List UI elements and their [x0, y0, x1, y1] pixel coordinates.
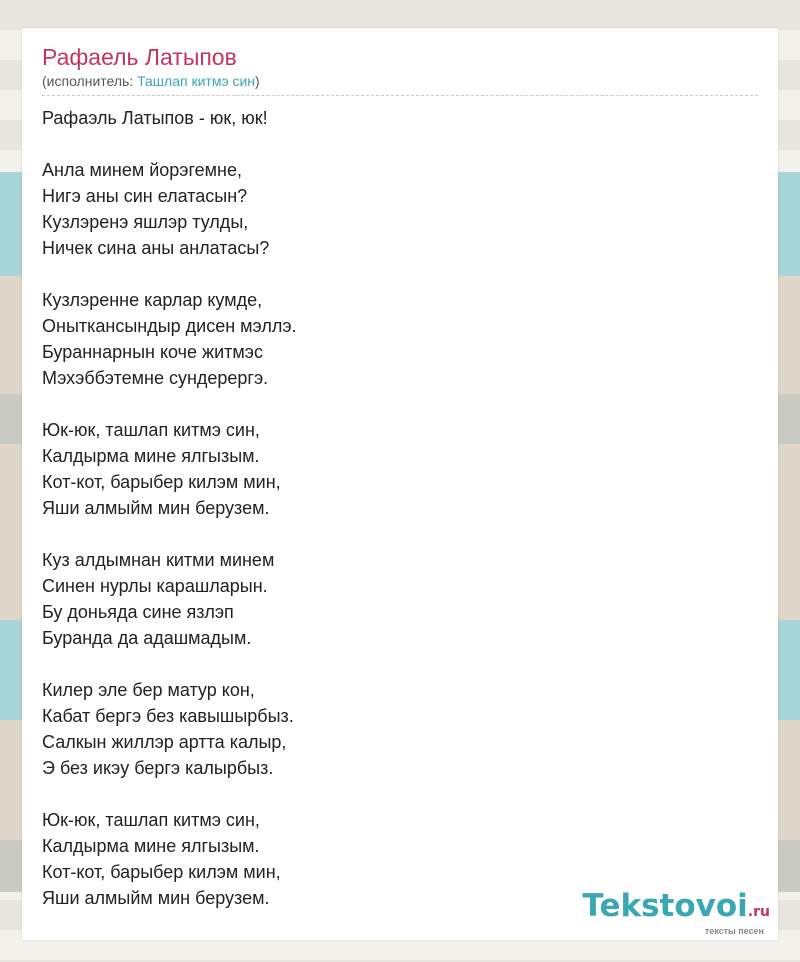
logo-wordmark	[582, 890, 770, 928]
lyric-line: Яши алмыйм мин берузем.	[42, 888, 270, 908]
lyric-line: Бу доньяда сине язлэп	[42, 602, 234, 622]
lyric-line: Э без икэу бергэ калырбыз.	[42, 758, 274, 778]
divider	[42, 95, 758, 96]
stanzas	[42, 157, 758, 911]
lyric-line: Анла минем йорэгемне,	[42, 160, 242, 180]
lyrics-card	[22, 28, 778, 940]
lyric-line: Бураннарнын коче житмэс	[42, 342, 263, 362]
stanza-gap	[42, 781, 758, 807]
lyrics-body	[42, 105, 758, 911]
lyric-line: Юк-юк, ташлап китмэ син,	[42, 810, 260, 830]
lyric-line: Юк-юк, ташлап китмэ син,	[42, 420, 260, 440]
lyric-line: Куз алдымнан китми минем	[42, 550, 275, 570]
logo-tagline: тексты песен	[704, 926, 764, 936]
stanza-gap	[42, 261, 758, 287]
lyric-line: Калдырма мине ялгызым.	[42, 446, 260, 466]
stanza-gap	[42, 521, 758, 547]
song-title: Рафаель Латыпов	[42, 44, 237, 70]
lyric-line: Мэхэббэтемне сундерергэ.	[42, 368, 269, 388]
artist-prefix: (исполнитель:	[42, 73, 138, 89]
lyric-line: Оныткансындыр дисен мэллэ.	[42, 316, 297, 336]
lyric-line: Салкын жиллэр артта калыр,	[42, 732, 287, 752]
stanza-gap	[42, 651, 758, 677]
logo-tld: .ru	[747, 904, 770, 920]
lyric-line: Кот-кот, барыбер килэм мин,	[42, 862, 281, 882]
lyric-line: Кузлэренэ яшлэр тулды,	[42, 212, 249, 232]
lyric-line: Кузлэренне карлар кумде,	[42, 290, 263, 310]
lyric-line: Килер эле бер матур кон,	[42, 680, 255, 700]
lyric-line: Кот-кот, барыбер килэм мин,	[42, 472, 281, 492]
artist-suffix: )	[255, 73, 260, 89]
artist-line	[42, 73, 260, 89]
site-logo[interactable]	[582, 890, 770, 936]
stanza-gap	[42, 391, 758, 417]
lyric-line: Калдырма мине ялгызым.	[42, 836, 260, 856]
lyric-line: Ничек сина аны анлатасы?	[42, 238, 270, 258]
stanza-gap	[42, 131, 758, 157]
lyric-line: Синен нурлы карашларын.	[42, 576, 268, 596]
artist-link[interactable]: Ташлап китмэ син	[137, 73, 256, 89]
lyric-line: Кабат бергэ без кавышырбыз.	[42, 706, 294, 726]
lyric-line: Буранда да адашмадым.	[42, 628, 252, 648]
lyrics-heading: Рафаэль Латыпов - юк, юк!	[42, 108, 268, 128]
logo-name: Tekstovoi	[582, 888, 748, 924]
lyric-line: Нигэ аны син елатасын?	[42, 186, 248, 206]
lyric-line: Яши алмыйм мин берузем.	[42, 498, 270, 518]
